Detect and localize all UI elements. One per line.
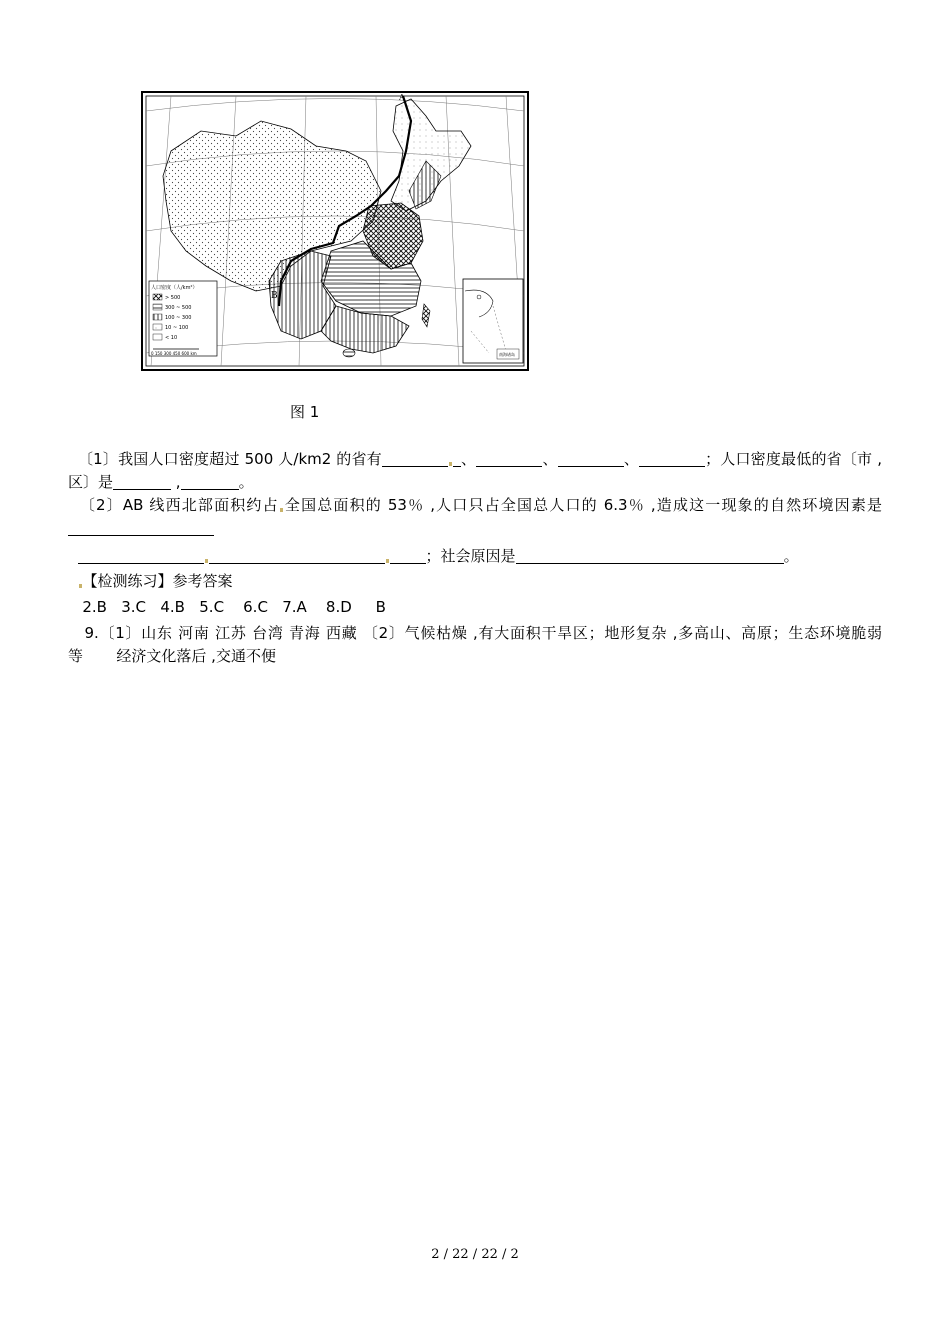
question-2: 〔2〕AB 线西北部面积约占 全国总面积的 53％ ,人口只占全国总人口的 6.3％ ,造成这一现象的自然环境因素是 ；社会原因是 。	[68, 494, 882, 568]
blank-q2-1[interactable]	[68, 519, 214, 536]
map-legend	[149, 281, 217, 356]
answers-title: 【检测练习】参考答案	[82, 572, 233, 590]
label-point-a: A	[399, 93, 405, 102]
blank-q2-3[interactable]	[209, 547, 385, 564]
question-1: 〔1〕我国人口密度超过 500 人/km2 的省有 、 、 、 ；人口密度最低的省〔市 ,区〕是 , 。	[68, 450, 882, 491]
blank-q1-5[interactable]	[113, 473, 171, 490]
region-hainan	[343, 349, 355, 357]
svg-text:300 ~ 500: 300 ~ 500	[165, 305, 192, 311]
svg-text:> 500: > 500	[165, 295, 181, 301]
svg-text:人口密度（人/km²）: 人口密度（人/km²）	[151, 285, 198, 291]
figure-caption: 图 1	[290, 403, 320, 421]
svg-text:100 ~ 300: 100 ~ 300	[165, 315, 192, 321]
mark-dot	[449, 462, 452, 466]
blank-q2-4[interactable]	[390, 547, 426, 564]
label-point-b: B	[271, 291, 278, 301]
population-density-map	[141, 91, 529, 371]
svg-text:10 ~ 100: 10 ~ 100	[165, 325, 189, 331]
blank-q1-4[interactable]	[639, 450, 705, 467]
mark-dot	[205, 559, 208, 563]
svg-text:0 150 300 450 600 km: 0 150 300 450 600 km	[151, 351, 197, 356]
svg-text:南海诸岛: 南海诸岛	[499, 352, 515, 357]
page-footer: 2 / 22 / 22 / 2	[431, 1247, 519, 1262]
blank-q2-5[interactable]	[516, 547, 784, 564]
blank-q1-1[interactable]	[382, 450, 448, 467]
answers-section	[68, 570, 882, 668]
answers-q9: 9.〔1〕山东 河南 江苏 台湾 青海 西藏 〔2〕气候枯燥 ,有大面积干旱区；地形复杂 ,多高山、高原；生态环境脆弱等 经济文化落后 ,交通不便	[68, 624, 882, 665]
blank-q1-6[interactable]	[181, 473, 239, 490]
blank-q1-3[interactable]	[558, 450, 624, 467]
blank-q2-2[interactable]	[78, 547, 204, 564]
south-sea-inset	[463, 279, 523, 363]
mark-dot	[280, 508, 283, 512]
svg-text:< 10: < 10	[165, 335, 178, 341]
blank-q1-2[interactable]	[476, 450, 542, 467]
mark-dot	[386, 559, 389, 563]
answers-mc: 2.B 3.C 4.B 5.C 6.C 7.A 8.D B	[82, 598, 386, 616]
mark-dot	[79, 584, 82, 588]
